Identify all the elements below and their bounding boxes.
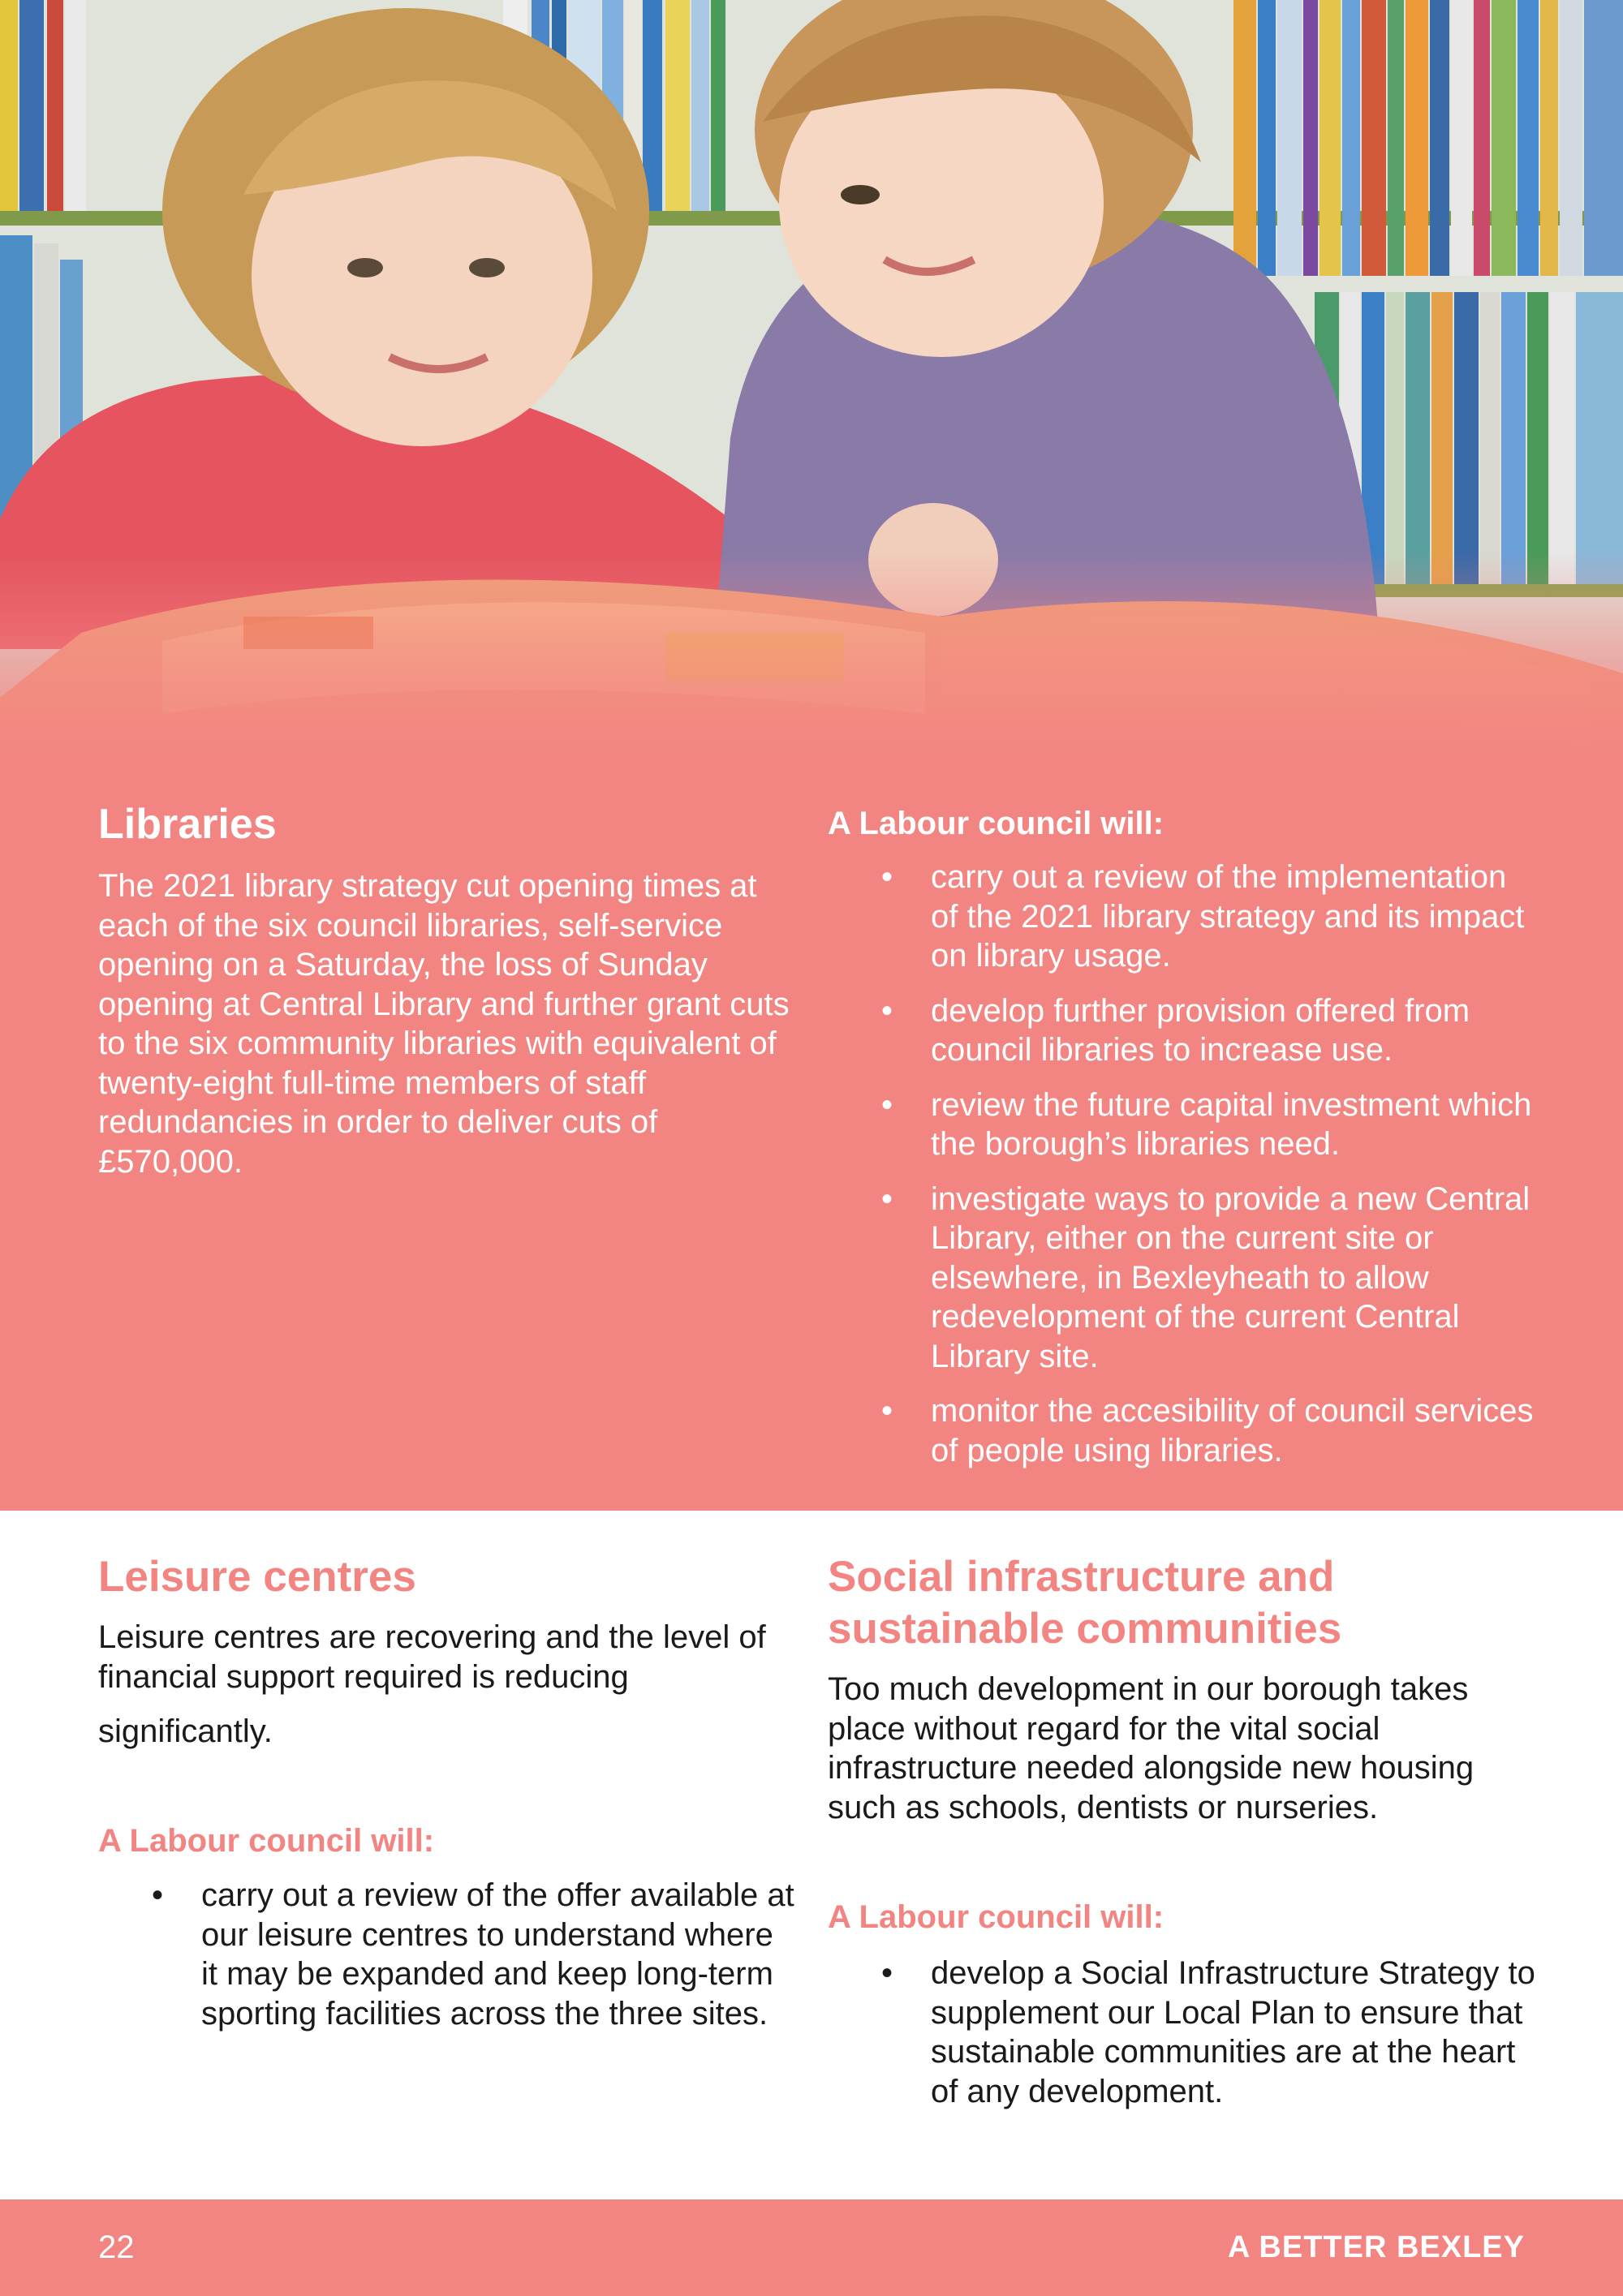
bullet-icon: •: [881, 1393, 893, 1429]
list-item-text: monitor the accesibility of council services of people using libraries.: [931, 1393, 1534, 1468]
bullet-icon: •: [881, 992, 893, 1029]
bullet-icon: •: [152, 1877, 164, 1913]
leisure-heading: Leisure centres: [98, 1553, 416, 1601]
list-item: [828, 858, 1542, 976]
photo-fade: [0, 552, 1623, 771]
list-item-text: carry out a review of the implementation of the 2021 library strategy and its impact on library usage.: [931, 859, 1525, 974]
hero-photo: [0, 0, 1623, 771]
list-item-text: develop a Social Infrastructure Strategy to supplement our Local Plan to ensure that sustainable communities are at the heart of any development.: [931, 1955, 1535, 2109]
social-council-heading: A Labour council will:: [828, 1899, 1165, 1935]
libraries-heading: Libraries: [98, 801, 277, 848]
leisure-body-continued: significantly.: [98, 1713, 273, 1749]
list-item-text: review the future capital investment which the borough’s libraries need.: [931, 1086, 1532, 1162]
list-item: [98, 1876, 796, 2033]
page-number: 22: [98, 2229, 135, 2265]
list-item-text: investigate ways to provide a new Central Library, either on the current site or elsewhere, in Bexleyheath to allow redevelopment of the current Central Library site.: [931, 1180, 1530, 1374]
list-item: [828, 1180, 1542, 1377]
social-heading: Social infrastructure and sustainable communities: [828, 1553, 1342, 1653]
leisure-body: Leisure centres are recovering and the level of financial support required is reducing: [98, 1619, 766, 1695]
list-item-text: carry out a review of the offer available at our leisure centres to understand where it may be expanded and keep long-term sporting facilities across the three sites.: [201, 1877, 794, 2032]
list-item-text: develop further provision offered from council libraries to increase use.: [931, 992, 1470, 1068]
bullet-icon: •: [881, 1086, 893, 1123]
libraries-body: The 2021 library strategy cut opening times at each of the six council libraries, self-service opening on a Saturday, the loss of Sunday opening at Central Library and further grant cuts to the six community libraries with equivalent of twenty-eight full-time members of staff redundancies in order to deliver cuts of £570,000.: [98, 868, 790, 1180]
leisure-bullet-list: [98, 1876, 796, 2033]
social-bullet-list: [828, 1954, 1542, 2111]
leisure-council-heading: A Labour council will:: [98, 1823, 435, 1859]
list-item: [828, 1086, 1542, 1164]
footer-brand: A BETTER BEXLEY: [1227, 2230, 1525, 2264]
bullet-icon: •: [881, 1955, 893, 1991]
libraries-council-heading: A Labour council will:: [828, 806, 1165, 841]
libraries-bullet-list: [828, 858, 1542, 1486]
bullet-icon: •: [881, 859, 893, 895]
list-item: [828, 1954, 1542, 2111]
list-item: [828, 1391, 1542, 1470]
bullet-icon: •: [881, 1180, 893, 1217]
list-item: [828, 991, 1542, 1070]
page-footer: [0, 2199, 1623, 2296]
social-body: Too much development in our borough takes place without regard for the vital social infrastructure needed alongside new housing such as schools, dentists or nurseries.: [828, 1671, 1474, 1825]
